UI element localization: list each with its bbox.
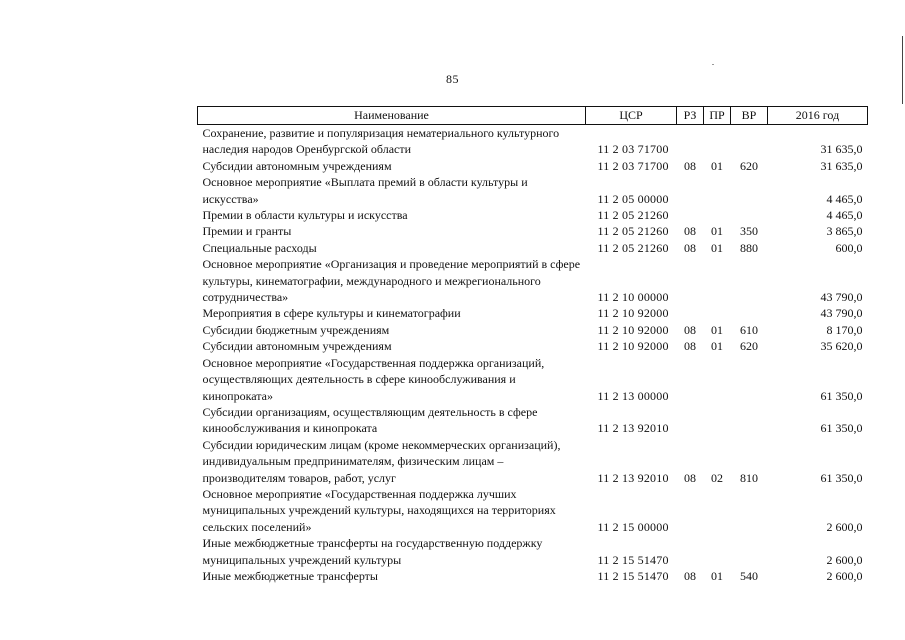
row-amount: 2 600,0 (826, 519, 863, 534)
row-rz: 08 (684, 470, 696, 485)
row-rz (677, 256, 704, 305)
table-row (198, 305, 868, 321)
table-row (198, 240, 868, 256)
row-rz (677, 486, 704, 535)
table-row (198, 256, 868, 305)
row-csr: 11 2 10 92000 (597, 322, 669, 337)
row-vr (731, 207, 768, 223)
row-pr: 01 (711, 322, 723, 337)
row-pr (704, 535, 731, 568)
row-rz: 08 (684, 322, 696, 337)
row-csr: 11 2 15 00000 (597, 519, 669, 534)
row-amount: 4 465,0 (826, 191, 863, 206)
table-row (198, 207, 868, 223)
row-csr: 11 2 05 00000 (597, 191, 669, 206)
row-rz: 08 (684, 339, 696, 354)
row-pr: 01 (711, 224, 723, 239)
row-pr (704, 256, 731, 305)
row-csr: 11 2 15 51470 (597, 568, 669, 583)
row-amount: 2 600,0 (826, 568, 863, 583)
row-csr: 11 2 05 21260 (597, 208, 669, 223)
page-number: 85 (446, 72, 459, 86)
row-csr: 11 2 15 51470 (597, 552, 669, 567)
row-vr: 810 (740, 470, 758, 485)
scan-speck (712, 64, 714, 65)
row-amount: 43 790,0 (820, 306, 863, 321)
row-amount: 31 635,0 (820, 142, 863, 157)
row-amount: 43 790,0 (820, 290, 863, 305)
row-vr (731, 404, 768, 437)
row-pr: 01 (711, 158, 723, 173)
header-csr: ЦСР (586, 107, 677, 125)
row-csr: 11 2 13 00000 (597, 388, 669, 403)
row-name: Субсидии бюджетным учреждениям (202, 322, 390, 337)
row-name: Основное мероприятие «Выплата премий в области культуры и искусства» (202, 175, 528, 206)
row-rz (677, 174, 704, 207)
row-pr (704, 305, 731, 321)
row-name: Субсидии организациям, осуществляющим деятельность в сфере кинообслуживания и кинопроката (202, 404, 538, 436)
header-year: 2016 год (768, 107, 868, 125)
row-amount: 35 620,0 (820, 339, 863, 354)
row-amount: 8 170,0 (826, 322, 863, 337)
row-amount: 61 350,0 (820, 421, 863, 436)
table-row (198, 404, 868, 437)
row-name: Премии и гранты (202, 224, 292, 239)
row-name: Иные межбюджетные трансферты (202, 568, 378, 583)
row-rz (677, 535, 704, 568)
row-rz: 08 (684, 240, 696, 255)
table-row (198, 355, 868, 404)
row-rz (677, 207, 704, 223)
scan-edge-line (902, 36, 903, 104)
row-rz (677, 404, 704, 437)
row-vr (731, 535, 768, 568)
row-amount: 61 350,0 (820, 470, 863, 485)
row-vr: 880 (740, 240, 758, 255)
row-vr: 350 (740, 224, 758, 239)
row-csr: 11 2 05 21260 (597, 240, 669, 255)
row-csr: 11 2 03 71700 (597, 158, 669, 173)
table-row (198, 322, 868, 338)
row-name: Сохранение, развитие и популяризация нематериального культурного наследия народов Оренбургской области (202, 126, 560, 157)
table-row (198, 158, 868, 174)
row-rz: 08 (684, 568, 696, 583)
row-amount: 2 600,0 (826, 552, 863, 567)
row-pr (704, 486, 731, 535)
row-amount: 31 635,0 (820, 158, 863, 173)
row-pr: 01 (711, 240, 723, 255)
row-name: Субсидии автономным учреждениям (202, 158, 392, 173)
table-row (198, 125, 868, 158)
table-row (198, 535, 868, 568)
row-name: Иные межбюджетные трансферты на государственную поддержку муниципальных учреждений культуры (202, 536, 543, 567)
row-vr (731, 174, 768, 207)
row-rz (677, 125, 704, 158)
row-vr (731, 256, 768, 305)
row-rz: 08 (684, 158, 696, 173)
header-vr: ВР (731, 107, 768, 125)
row-name: Мероприятия в сфере культуры и кинематографии (202, 306, 461, 321)
row-name: Субсидии юридическим лицам (кроме некоммерческих организаций), индивидуальным предпринимателям, физическим лицам – производителям товаров, работ, услуг (202, 437, 561, 485)
row-name: Основное мероприятие «Государственная поддержка организаций, осуществляющих деятельность в сфере кинообслуживания и кинопроката» (202, 355, 545, 403)
header-name: Наименование (198, 107, 586, 125)
row-pr (704, 125, 731, 158)
row-csr: 11 2 05 21260 (597, 224, 669, 239)
row-pr: 01 (711, 339, 723, 354)
row-name: Основное мероприятие «Организация и проведение мероприятий в сфере культуры, кинематографии, международного и межрегионального сотрудничества» (202, 257, 581, 305)
row-vr (731, 486, 768, 535)
table-row (198, 437, 868, 486)
row-pr (704, 207, 731, 223)
row-name: Основное мероприятие «Государственная поддержка лучших муниципальных учреждений культуры, находящихся на территориях сельских поселений» (202, 486, 556, 534)
table-row (198, 338, 868, 354)
row-name: Специальные расходы (202, 240, 317, 255)
table-row (198, 568, 868, 584)
row-pr (704, 404, 731, 437)
table-row (198, 486, 868, 535)
table-row (198, 223, 868, 239)
row-pr (704, 355, 731, 404)
table-row (198, 174, 868, 207)
row-vr: 620 (740, 339, 758, 354)
row-vr (731, 355, 768, 404)
row-csr: 11 2 10 92000 (597, 306, 669, 321)
row-rz: 08 (684, 224, 696, 239)
row-pr: 02 (711, 470, 723, 485)
row-rz (677, 355, 704, 404)
row-name: Премии в области культуры и искусства (202, 208, 408, 223)
row-amount: 61 350,0 (820, 388, 863, 403)
table-header-row (198, 107, 868, 125)
row-vr: 540 (740, 568, 758, 583)
header-pr: ПР (704, 107, 731, 125)
row-vr: 620 (740, 158, 758, 173)
row-rz (677, 305, 704, 321)
row-pr: 01 (711, 568, 723, 583)
row-pr (704, 174, 731, 207)
row-csr: 11 2 03 71700 (597, 142, 669, 157)
row-amount: 3 865,0 (826, 224, 863, 239)
row-csr: 11 2 13 92010 (597, 421, 669, 436)
row-name: Субсидии автономным учреждениям (202, 339, 392, 354)
row-csr: 11 2 13 92010 (597, 470, 669, 485)
table-body (198, 125, 868, 585)
row-csr: 11 2 10 00000 (597, 290, 669, 305)
row-vr: 610 (740, 322, 758, 337)
row-amount: 600,0 (835, 240, 863, 255)
row-vr (731, 305, 768, 321)
budget-table (197, 106, 868, 584)
row-amount: 4 465,0 (826, 208, 863, 223)
row-vr (731, 125, 768, 158)
header-rz: РЗ (677, 107, 704, 125)
row-csr: 11 2 10 92000 (597, 339, 669, 354)
